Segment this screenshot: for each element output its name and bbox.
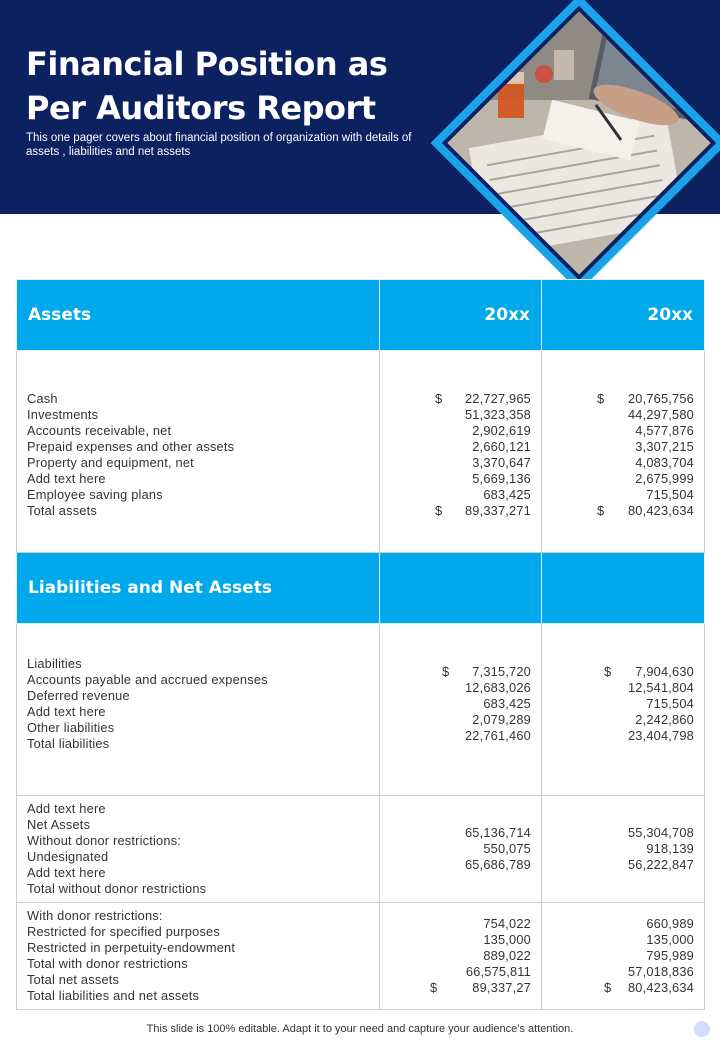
- row-value: 56,222,847: [627, 857, 694, 872]
- amount-value: 89,337,27: [472, 980, 531, 995]
- donor-year1-values: [380, 903, 542, 1010]
- liabilities-year2-values: [542, 624, 705, 796]
- row-label: Employee saving plans: [27, 486, 163, 502]
- currency-symbol: $: [597, 502, 605, 518]
- liabilities-header-row: [17, 553, 705, 624]
- row-value: [604, 916, 694, 932]
- financial-position-table: [16, 279, 705, 1010]
- amount-value: 2,242,860: [635, 711, 694, 727]
- amount-value: 683,425: [483, 486, 531, 502]
- assets-year1-header: 20xx: [380, 280, 542, 351]
- net-assets-labels: [17, 796, 380, 903]
- liabilities-year1-values: [380, 624, 542, 796]
- row-label: Other liabilities: [27, 719, 115, 735]
- row-label: Deferred revenue: [27, 687, 130, 703]
- amount-value: 44,297,580: [627, 406, 694, 422]
- row-value: [604, 728, 694, 744]
- row-value: [604, 712, 694, 728]
- row-value: [597, 455, 694, 471]
- liabilities-body-row: [17, 624, 705, 796]
- row-value: 918,139: [646, 841, 694, 856]
- amount-value: 135,000: [483, 932, 531, 947]
- donor-row: [17, 903, 705, 1010]
- amount-value: 51,323,358: [464, 406, 531, 422]
- row-label: Total without donor restrictions: [27, 881, 207, 896]
- liabilities-labels: [17, 624, 380, 796]
- currency-symbol: $: [435, 390, 443, 406]
- liabilities-header-label: Liabilities and Net Assets: [17, 553, 380, 624]
- row-label: Restricted in perpetuity-endowment: [27, 940, 236, 955]
- amount-value: 889,022: [483, 948, 531, 963]
- row-value: [430, 980, 531, 996]
- row-label: Add text here: [27, 865, 106, 880]
- row-value: [597, 503, 694, 519]
- amount-value: 12,683,026: [464, 679, 531, 695]
- row-label: Net Assets: [27, 817, 91, 832]
- row-label: Accounts payable and accrued expenses: [27, 671, 268, 687]
- assets-body-row: [17, 351, 705, 553]
- row-value: 65,136,714: [464, 825, 531, 840]
- amount-value: 12,541,804: [627, 679, 694, 695]
- row-value: [442, 664, 531, 680]
- net-assets-year2-values: [542, 796, 705, 903]
- row-label: Liabilities: [27, 655, 82, 671]
- row-value: [604, 664, 694, 680]
- row-value: [597, 407, 694, 423]
- row-value: [604, 696, 694, 712]
- assets-year1-values: [380, 351, 542, 553]
- currency-symbol: $: [597, 390, 605, 406]
- row-label: Add text here: [27, 801, 106, 816]
- amount-value: 89,337,271: [464, 502, 531, 518]
- amount-value: 2,675,999: [635, 470, 694, 486]
- amount-value: 23,404,798: [627, 727, 694, 743]
- amount-value: 57,018,836: [627, 964, 694, 979]
- row-value: [597, 471, 694, 487]
- assets-labels: [17, 351, 380, 553]
- amount-value: 715,504: [646, 695, 694, 711]
- amount-value: 3,307,215: [635, 438, 694, 454]
- amount-value: 7,315,720: [472, 663, 531, 679]
- net-assets-year1-values: [380, 796, 542, 903]
- amount-value: 80,423,634: [627, 980, 694, 995]
- row-label: Add text here: [27, 703, 106, 719]
- amount-value: 2,079,289: [472, 711, 531, 727]
- row-value: [430, 916, 531, 932]
- amount-value: 795,989: [646, 948, 694, 963]
- currency-symbol: $: [604, 980, 612, 995]
- row-value: [604, 948, 694, 964]
- row-label: With donor restrictions:: [27, 908, 163, 923]
- assets-header-label: Assets: [17, 280, 380, 351]
- row-value: [604, 680, 694, 696]
- row-value: [435, 423, 531, 439]
- row-value: [435, 471, 531, 487]
- donor-labels: [17, 903, 380, 1010]
- row-label: Add text here: [27, 470, 106, 486]
- row-value: 55,304,708: [627, 825, 694, 840]
- amount-value: 660,989: [646, 916, 694, 931]
- currency-symbol: $: [430, 980, 438, 995]
- row-value: [430, 964, 531, 980]
- donor-year2-values: [542, 903, 705, 1010]
- row-value: 550,075: [483, 841, 531, 856]
- liabilities-header-blank-1: [380, 553, 542, 624]
- amount-value: 4,577,876: [635, 422, 694, 438]
- row-label: Accounts receivable, net: [27, 422, 172, 438]
- amount-value: 22,727,965: [464, 390, 531, 406]
- assets-header-row: [17, 280, 705, 351]
- row-label: Restricted for specified purposes: [27, 924, 220, 939]
- amount-value: 135,000: [646, 932, 694, 947]
- row-label: Total liabilities: [27, 735, 110, 751]
- row-value: [435, 455, 531, 471]
- row-label: Total net assets: [27, 972, 120, 987]
- currency-symbol: $: [435, 502, 443, 518]
- row-value: [435, 439, 531, 455]
- amount-value: 715,504: [646, 486, 694, 502]
- row-value: [435, 407, 531, 423]
- row-value: [435, 487, 531, 503]
- row-value: [597, 439, 694, 455]
- row-label: Property and equipment, net: [27, 454, 194, 470]
- row-value: [435, 503, 531, 519]
- row-label: Total assets: [27, 502, 97, 518]
- liabilities-header-blank-2: [542, 553, 705, 624]
- row-value: [604, 980, 694, 996]
- amount-value: 2,902,619: [472, 422, 531, 438]
- row-value: [430, 948, 531, 964]
- amount-value: 4,083,704: [635, 454, 694, 470]
- page-subtitle: This one pager covers about financial position of organization with details of assets , liabilities and net assets: [26, 132, 412, 158]
- amount-value: 22,761,460: [464, 727, 531, 743]
- amount-value: 80,423,634: [627, 502, 694, 518]
- row-value: [597, 423, 694, 439]
- row-label: Prepaid expenses and other assets: [27, 438, 235, 454]
- amount-value: 66,575,811: [465, 964, 531, 979]
- row-label: Undesignated: [27, 849, 109, 864]
- row-label: Total with donor restrictions: [27, 956, 188, 971]
- amount-value: 683,425: [483, 695, 531, 711]
- assets-year2-values: [542, 351, 705, 553]
- amount-value: 20,765,756: [627, 390, 694, 406]
- amount-value: 754,022: [483, 916, 531, 931]
- row-value: [442, 696, 531, 712]
- row-value: [604, 964, 694, 980]
- net-assets-row: [17, 796, 705, 903]
- amount-value: 5,669,136: [472, 470, 531, 486]
- amount-value: 7,904,630: [635, 663, 694, 679]
- row-value: [442, 712, 531, 728]
- row-label: Without donor restrictions:: [27, 833, 182, 848]
- row-value: [435, 391, 531, 407]
- page-title: Financial Position as Per Auditors Report: [26, 45, 388, 127]
- row-value: [442, 728, 531, 744]
- footer-dot-icon: [694, 1021, 710, 1037]
- assets-year2-header: 20xx: [542, 280, 705, 351]
- footer-note: This slide is 100% editable. Adapt it to your need and capture your audience’s attention.: [146, 1023, 574, 1035]
- currency-symbol: $: [604, 663, 612, 679]
- row-label: Total liabilities and net assets: [27, 988, 200, 1003]
- row-value: [430, 932, 531, 948]
- row-value: 65,686,789: [464, 857, 531, 872]
- row-label: Investments: [27, 406, 99, 422]
- amount-value: 3,370,647: [472, 454, 531, 470]
- row-value: [604, 932, 694, 948]
- currency-symbol: $: [442, 663, 450, 679]
- row-label: Cash: [27, 390, 58, 406]
- row-value: [442, 680, 531, 696]
- row-value: [597, 487, 694, 503]
- amount-value: 2,660,121: [472, 438, 531, 454]
- row-value: [597, 391, 694, 407]
